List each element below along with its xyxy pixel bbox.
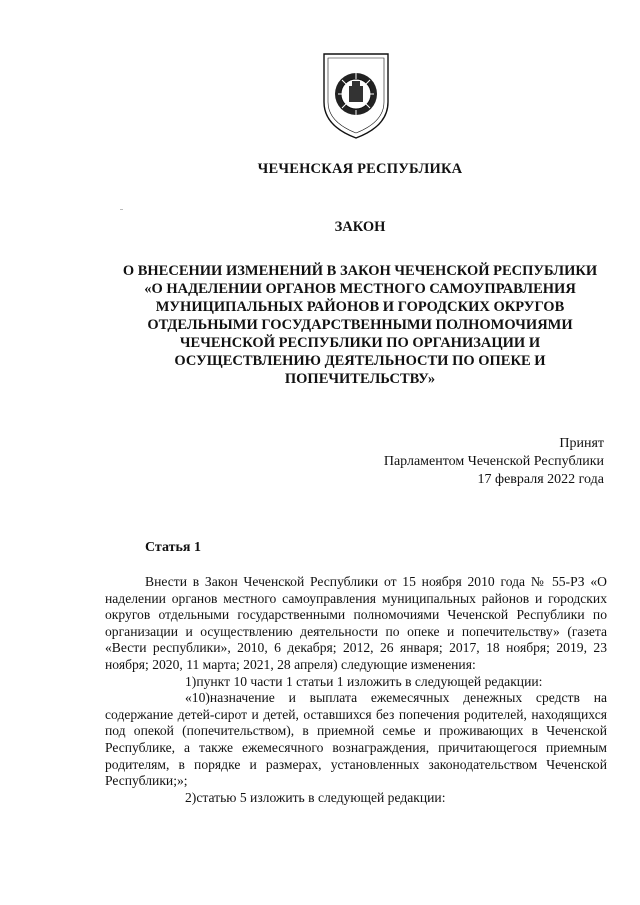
adopted-by: Парламентом Чеченской Республики bbox=[383, 454, 604, 469]
adoption-date: 17 февраля 2022 года bbox=[477, 472, 604, 487]
law-title-line: ЧЕЧЕНСКОЙ РЕСПУБЛИКИ ПО ОРГАНИЗАЦИИ И bbox=[179, 335, 541, 351]
amendment-quote bbox=[105, 690, 607, 790]
law-title-line: «О НАДЕЛЕНИИ ОРГАНОВ МЕСТНОГО САМОУПРАВЛЕНИЯ bbox=[144, 281, 576, 297]
law-title bbox=[60, 262, 640, 388]
quote-number: «10) bbox=[185, 690, 210, 706]
item-text: пункт 10 части 1 статьи 1 изложить в следующей редакции: bbox=[196, 673, 543, 689]
law-title-line: ПОПЕЧИТЕЛЬСТВУ» bbox=[284, 371, 436, 387]
adopted-label: Принят bbox=[559, 436, 604, 451]
law-title-line: ОСУЩЕСТВЛЕНИЮ ДЕЯТЕЛЬНОСТИ ПО ОПЕКЕ И bbox=[174, 353, 546, 369]
item-number: 1) bbox=[185, 673, 197, 689]
quote-text: назначение и выплата ежемесячных денежных средств на содержание детей-сирот и детей, оставшихся без попечения родителей, находящихся под опекой (попечительством), в приемной семье и проживающих в Чеченской Республике, а также ежемесячного вознаграждения, причитающегося приемным родителям, в порядке и размерах, установленных законодательством Чеченской Республики;»; bbox=[105, 690, 607, 789]
article-intro: Внести в Закон Чеченской Республики от 15 ноября 2010 года № 55-РЗ «О наделении органов местного самоуправления муниципальных районов и городских округов отдельными государственными полномочиями Чеченской Республики по организации и осуществлению деятельности по опеке и попечительству» (газета «Вести республики», 2010, 6 декабря; 2012, 26 января; 2017, 18 ноября; 2019, 23 ноября; 2020, 11 марта; 2021, 28 апреля) следующие изменения: bbox=[105, 574, 607, 672]
article-body bbox=[105, 574, 607, 806]
amendment-item-2 bbox=[105, 790, 607, 807]
chechen-republic-emblem-icon bbox=[318, 50, 394, 140]
article-heading: Статья 1 bbox=[145, 540, 201, 555]
republic-heading: ЧЕЧЕНСКАЯ РЕСПУБЛИКА bbox=[257, 161, 463, 177]
document-type: ЗАКОН bbox=[334, 219, 386, 235]
law-title-line: О ВНЕСЕНИИ ИЗМЕНЕНИЙ В ЗАКОН ЧЕЧЕНСКОЙ РЕСПУБЛИКИ bbox=[122, 263, 598, 279]
item-number: 2) bbox=[185, 789, 197, 805]
adoption-block bbox=[384, 435, 604, 489]
item-text: статью 5 изложить в следующей редакции: bbox=[196, 789, 446, 805]
scan-speck bbox=[120, 209, 123, 210]
amendment-item-1 bbox=[105, 674, 607, 691]
law-title-line: ОТДЕЛЬНЫМИ ГОСУДАРСТВЕННЫМИ ПОЛНОМОЧИЯМИ bbox=[147, 317, 573, 333]
law-title-line: МУНИЦИПАЛЬНЫХ РАЙОНОВ И ГОРОДСКИХ ОКРУГОВ bbox=[155, 299, 565, 315]
